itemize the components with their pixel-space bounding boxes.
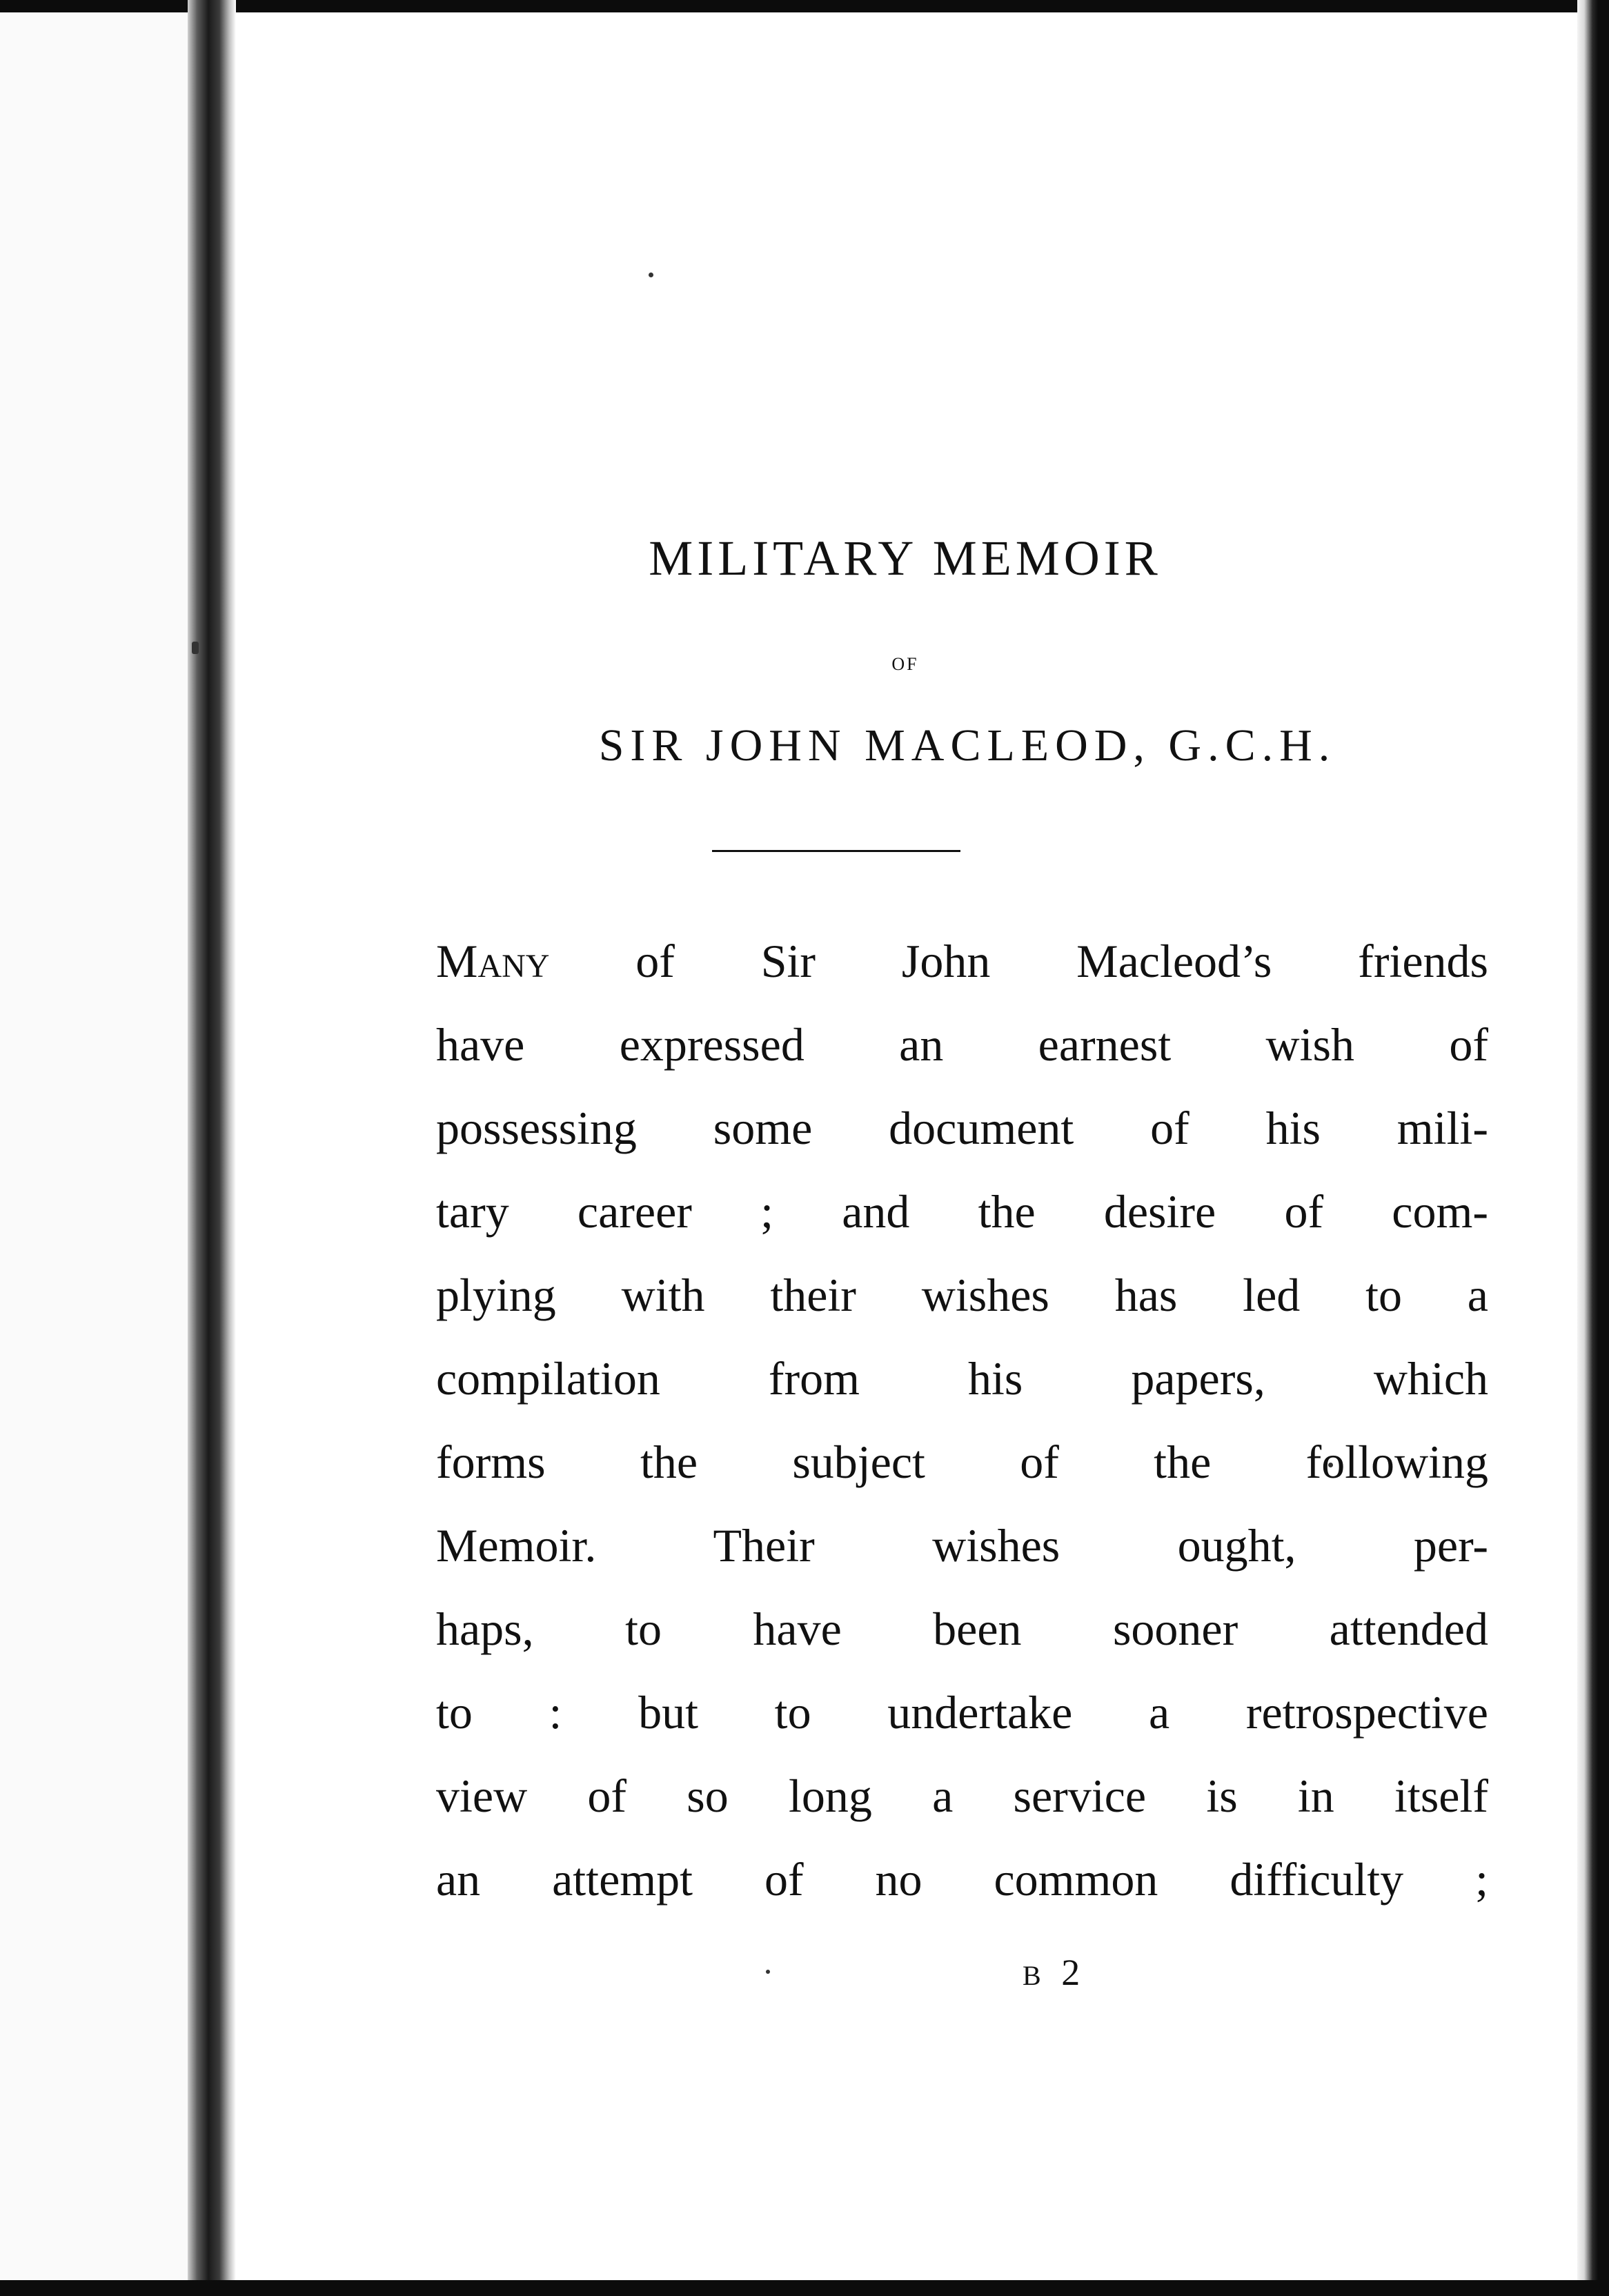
text-line: view of so long a service is in itself [436, 1770, 1488, 1822]
drop-word: Many [436, 935, 550, 987]
printer-signature [1023, 1951, 1085, 1994]
scan-border-right [1577, 0, 1609, 2296]
page-title: MILITARY MEMOIR [649, 531, 1162, 586]
text-line: Memoir. Their wishes ought, per- [436, 1519, 1488, 1572]
text-line: possessing some document of his mili- [436, 1102, 1488, 1154]
facing-page-edge [0, 12, 188, 2280]
text-line: forms the subject of the following [436, 1436, 1488, 1488]
title-divider [712, 850, 960, 852]
text-line: plying with their wishes has led to a [436, 1269, 1488, 1321]
text-line: have expressed an earnest wish of [436, 1018, 1488, 1071]
title-connector: OF [891, 654, 919, 674]
text-line: to : but to undertake a retrospective [436, 1686, 1488, 1739]
signature-number: 2 [1061, 1952, 1086, 1993]
book-gutter [188, 0, 236, 2296]
text-line: an attempt of no common difficulty ; [436, 1853, 1488, 1906]
text-line: haps, to have been sooner attended [436, 1603, 1488, 1655]
scan-border-top [0, 0, 1609, 12]
text-line: compilation from his papers, which [436, 1352, 1488, 1405]
page-subtitle: SIR JOHN MACLEOD, G.C.H. [598, 720, 1336, 771]
scan-border-bottom [0, 2280, 1609, 2296]
dust-speck [192, 642, 199, 654]
text-line: tary career ; and the desire of com- [436, 1185, 1488, 1238]
text-line: Many of Sir John Macleod’s friends [436, 935, 1488, 987]
book-page [236, 12, 1577, 2280]
signature-letter: B [1023, 1960, 1047, 1991]
memoir-text [436, 920, 1488, 1921]
